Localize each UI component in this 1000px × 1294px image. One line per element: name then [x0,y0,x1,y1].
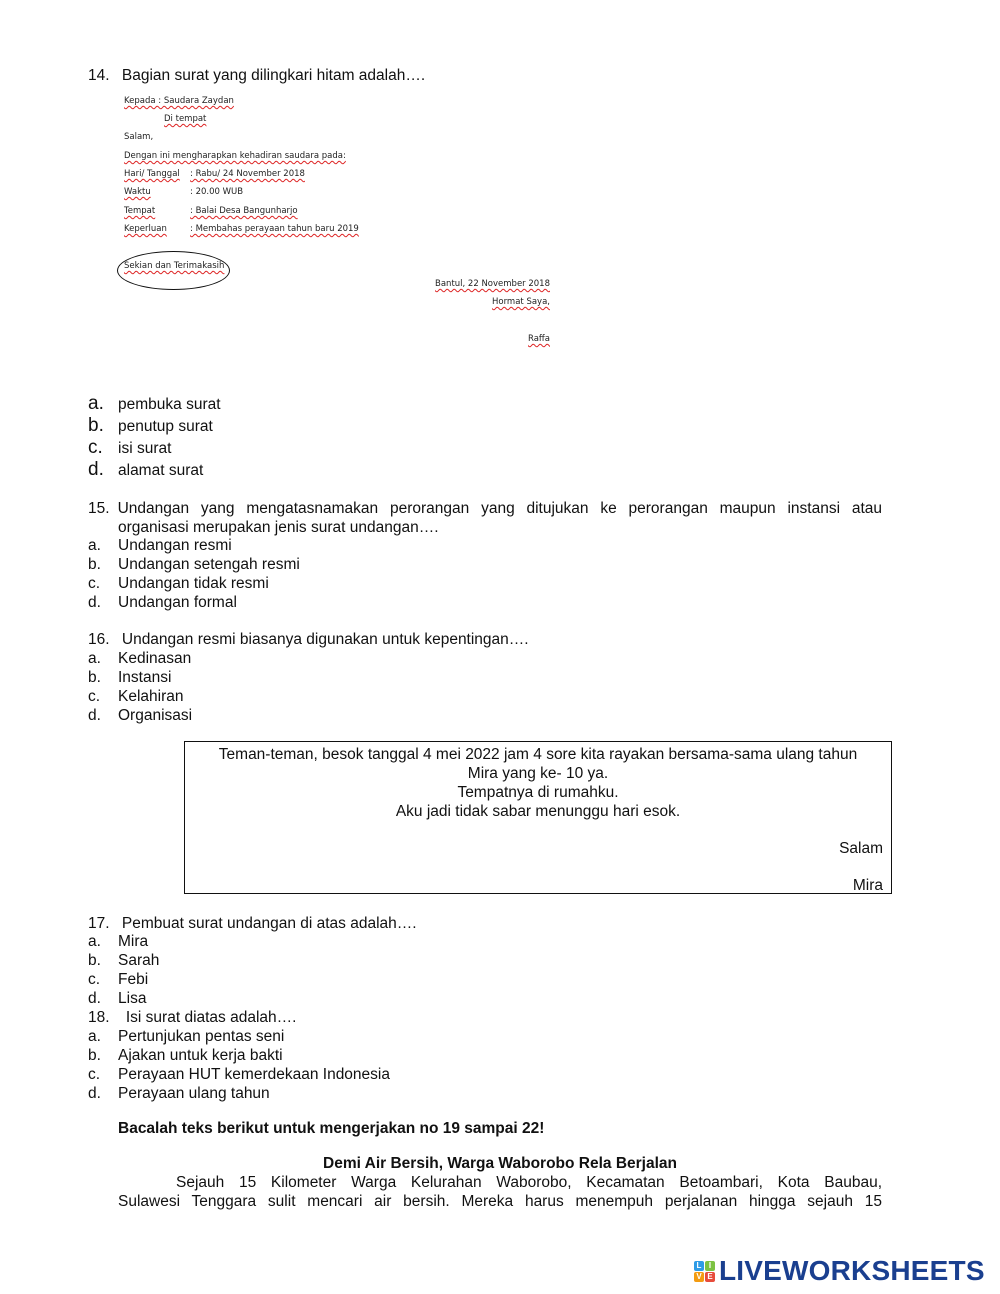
option-a[interactable]: a. Pertunjukan pentas seni [88,1028,285,1045]
option-d[interactable]: d. Organisasi [88,707,193,724]
question-number: 17. [88,915,110,932]
option-b[interactable]: b. Sarah [88,952,160,969]
question-17 [88,914,417,933]
question-text-line: Undangan yang mengatasnamakan perorangan yang ditujukan ke perorangan maupun instansi atau [117,500,882,517]
question-14 [88,66,425,85]
question-text-line: organisasi merupakan jenis surat undangan…. [118,519,439,536]
option-b[interactable]: b. Undangan setengah resmi [88,556,300,573]
question-number: 16. [88,631,110,648]
liveworksheets-logo [694,1255,985,1287]
letter-closing: Sekian dan Terimakasih [124,261,225,271]
option-d[interactable]: d. Perayaan ulang tahun [88,1085,270,1102]
letter-sender: Raffa [528,334,550,344]
option-a[interactable]: a. Mira [88,933,149,950]
letter-row-value: : Balai Desa Bangunharjo [190,206,298,216]
question-number: 14. [88,67,110,84]
option-c[interactable]: c. Undangan tidak resmi [88,575,269,592]
invitation-signature: Mira [852,877,883,894]
option-a[interactable]: a. Undangan resmi [88,537,232,554]
liveworksheets-logo-icon: L I V E [694,1261,715,1282]
option-d[interactable]: d. alamat surat [88,459,204,480]
letter-row-value: : Membahas perayaan tahun baru 2019 [190,224,359,234]
question-number: 15. [88,500,110,517]
letter-greeting: Salam, [124,132,154,142]
article-title: Demi Air Bersih, Warga Waborobo Rela Berjalan [323,1155,677,1172]
option-c[interactable]: c. isi surat [88,437,172,458]
option-b[interactable]: b. Ajakan untuk kerja bakti [88,1047,283,1064]
question-text: Bagian surat yang dilingkari hitam adalah…. [121,67,426,84]
letter-date: Bantul, 22 November 2018 [435,279,550,289]
invitation-line: Aku jadi tidak sabar menunggu hari esok. [395,803,681,820]
invitation-line: Mira yang ke- 10 ya. [467,765,609,782]
option-a[interactable]: a. pembuka surat [88,393,221,414]
option-c[interactable]: c. Febi [88,971,149,988]
question-text: Undangan resmi biasanya digunakan untuk kepentingan…. [121,631,529,648]
liveworksheets-logo-text: LIVEWORKSHEETS [719,1255,985,1286]
invitation-line: Tempatnya di rumahku. [457,784,619,801]
question-text: Pembuat surat undangan di atas adalah…. [121,915,417,932]
reading-instruction: Bacalah teks berikut untuk mengerjakan no 19 sampai 22! [118,1120,545,1137]
letter-row: Waktu [124,187,151,197]
question-16 [88,630,529,649]
closing-circle-mark [117,251,230,290]
question-18 [88,1008,296,1027]
option-c[interactable]: c. Kelahiran [88,688,184,705]
letter-row-value: : 20.00 WUB [190,187,244,197]
letter-row: Keperluan [124,224,167,234]
article-line: Sejauh 15 Kilometer Warga Kelurahan Waborobo, Kecamatan Betoambari, Kota Baubau, [176,1174,882,1191]
letter-row: Hari/ Tanggal [124,169,180,179]
question-number: 18. [88,1009,110,1026]
letter-row-value: : Rabu/ 24 November 2018 [190,169,305,179]
question-text: Isi surat diatas adalah…. [125,1009,297,1026]
option-d[interactable]: d. Undangan formal [88,594,237,611]
letter-row: Tempat [124,206,156,216]
invitation-box [184,741,892,894]
option-d[interactable]: d. Lisa [88,990,147,1007]
question-15 [88,499,882,537]
option-b[interactable]: b. Instansi [88,669,172,686]
option-c[interactable]: c. Perayaan HUT kemerdekaan Indonesia [88,1066,390,1083]
article-line: Sulawesi Tenggara sulit mencari air bersih. Mereka harus menempuh perjalanan hingga sejauh 15 [118,1193,882,1210]
invitation-salam: Salam [839,840,883,857]
option-b[interactable]: b. penutup surat [88,415,213,436]
letter-image [124,92,564,352]
letter-recipient: Kepada : Saudara Zaydan [124,96,234,106]
letter-regards: Hormat Saya, [491,297,550,307]
letter-intro: Dengan ini mengharapkan kehadiran saudara pada: [124,151,346,161]
invitation-line: Teman-teman, besok tanggal 4 mei 2022 jam 4 sore kita rayakan bersama-sama ulang tahun [218,746,858,763]
option-a[interactable]: a. Kedinasan [88,650,192,667]
letter-place: Di tempat [164,114,207,124]
